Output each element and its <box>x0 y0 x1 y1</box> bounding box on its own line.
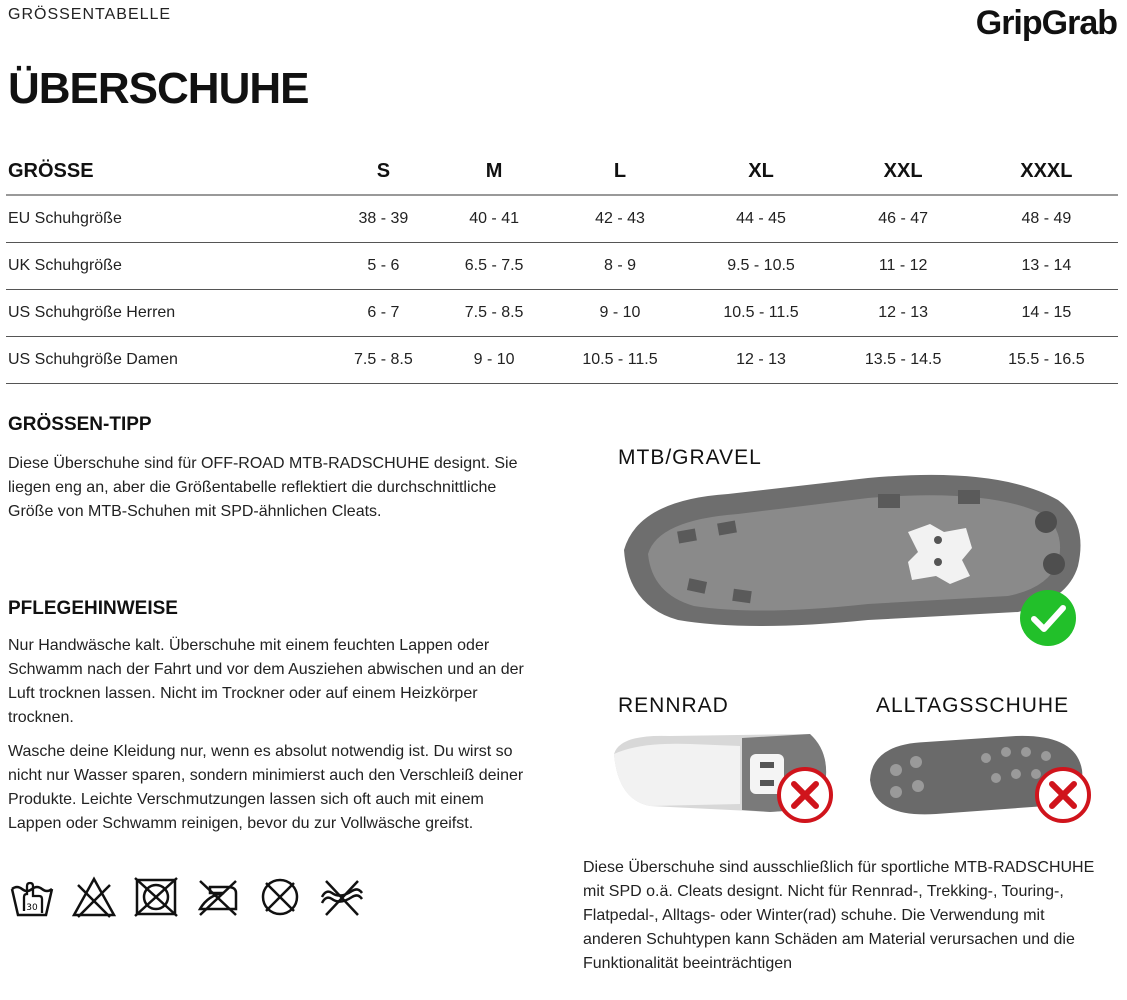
table-cell: 10.5 - 11.5 <box>691 290 832 337</box>
table-cell: 13.5 - 14.5 <box>832 337 975 384</box>
no-wring-icon <box>318 875 366 919</box>
column-header: S <box>328 150 439 195</box>
table-cell: 5 - 6 <box>328 243 439 290</box>
page-title: ÜBERSCHUHE <box>8 64 309 113</box>
no-iron-icon <box>194 875 242 919</box>
compatibility-note: Diese Überschuhe sind ausschließlich für sportliche MTB-RADSCHUHE mit SPD o.ä. Cleats designt. Nicht für Rennrad-, Trekking-, Touring-, Flatpedal-, Alltags- oder Winter(rad) schuhe. Die Verwendung mit anderen Schuhtypen kann Schäden am Material verursachen und die Funktionalität beeinträchtigen <box>583 859 1095 972</box>
table-cell: 14 - 15 <box>975 290 1118 337</box>
table-cell: 6.5 - 7.5 <box>439 243 550 290</box>
table-cell: 38 - 39 <box>328 195 439 243</box>
column-header: L <box>549 150 690 195</box>
size-table-header <box>6 150 1118 195</box>
table-cell: 9 - 10 <box>439 337 550 384</box>
row-label: US Schuhgröße Herren <box>6 290 328 337</box>
cross-icon <box>776 766 834 824</box>
table-row <box>6 337 1118 384</box>
care-heading: PFLEGEHINWEISE <box>8 598 178 619</box>
table-cell: 42 - 43 <box>549 195 690 243</box>
table-cell: 9.5 - 10.5 <box>691 243 832 290</box>
table-cell: 7.5 - 8.5 <box>439 290 550 337</box>
road-label: RENNRAD <box>618 694 729 717</box>
table-cell: 6 - 7 <box>328 290 439 337</box>
care-text-1: Nur Handwäsche kalt. Überschuhe mit einem feuchten Lappen oder Schwamm nach der Fahrt und vor dem Ausziehen abwischen und an der Luft trocknen lassen. Nicht im Trockner oder auf einem Heizkörper trocknen. <box>8 637 524 726</box>
table-cell: 15.5 - 16.5 <box>975 337 1118 384</box>
column-header: XXXL <box>975 150 1118 195</box>
table-cell: 8 - 9 <box>549 243 690 290</box>
no-dry-clean-icon <box>256 875 304 919</box>
svg-text:30: 30 <box>26 903 38 913</box>
column-header: XL <box>691 150 832 195</box>
column-header: XXL <box>832 150 975 195</box>
table-cell: 12 - 13 <box>691 337 832 384</box>
table-cell: 13 - 14 <box>975 243 1118 290</box>
size-tip-text: Diese Überschuhe sind für OFF-ROAD MTB-RADSCHUHE designt. Sie liegen eng an, aber die Größentabelle reflektiert die durchschnittliche Größe von MTB-Schuhen mit SPD-ähnlichen Cleats. <box>8 455 518 520</box>
column-header: M <box>439 150 550 195</box>
table-cell: 40 - 41 <box>439 195 550 243</box>
table-cell: 44 - 45 <box>691 195 832 243</box>
supertitle: GRÖSSENTABELLE <box>8 6 172 23</box>
check-icon <box>1018 588 1078 648</box>
brand-logo: GripGrab <box>975 4 1117 42</box>
everyday-label: ALLTAGSSCHUHE <box>876 694 1070 717</box>
table-cell: 11 - 12 <box>832 243 975 290</box>
row-label: UK Schuhgröße <box>6 243 328 290</box>
row-label: US Schuhgröße Damen <box>6 337 328 384</box>
mtb-label: MTB/GRAVEL <box>618 446 762 469</box>
care-symbols <box>8 872 368 922</box>
hand-wash-icon <box>8 875 56 919</box>
table-cell: 48 - 49 <box>975 195 1118 243</box>
size-table <box>6 150 1118 384</box>
table-cell: 7.5 - 8.5 <box>328 337 439 384</box>
table-row <box>6 243 1118 290</box>
cross-icon <box>1034 766 1092 824</box>
care-text-2: Wasche deine Kleidung nur, wenn es absolut notwendig ist. Du wirst so nicht nur Wasser sparen, sondern minimierst auch den Verschleiß deiner Produkte. Leichte Verschmutzungen lassen sich oft auch mit einem Lappen oder Schwamm reinigen, bevor du zur Vollwäsche greifst. <box>8 743 524 832</box>
table-cell: 46 - 47 <box>832 195 975 243</box>
no-tumble-dry-icon <box>132 875 180 919</box>
table-cell: 12 - 13 <box>832 290 975 337</box>
table-row <box>6 195 1118 243</box>
column-header: GRÖSSE <box>6 150 328 195</box>
row-label: EU Schuhgröße <box>6 195 328 243</box>
table-cell: 10.5 - 11.5 <box>549 337 690 384</box>
no-bleach-icon <box>70 875 118 919</box>
size-tip-heading: GRÖSSEN-TIPP <box>8 414 152 435</box>
table-cell: 9 - 10 <box>549 290 690 337</box>
table-row <box>6 290 1118 337</box>
